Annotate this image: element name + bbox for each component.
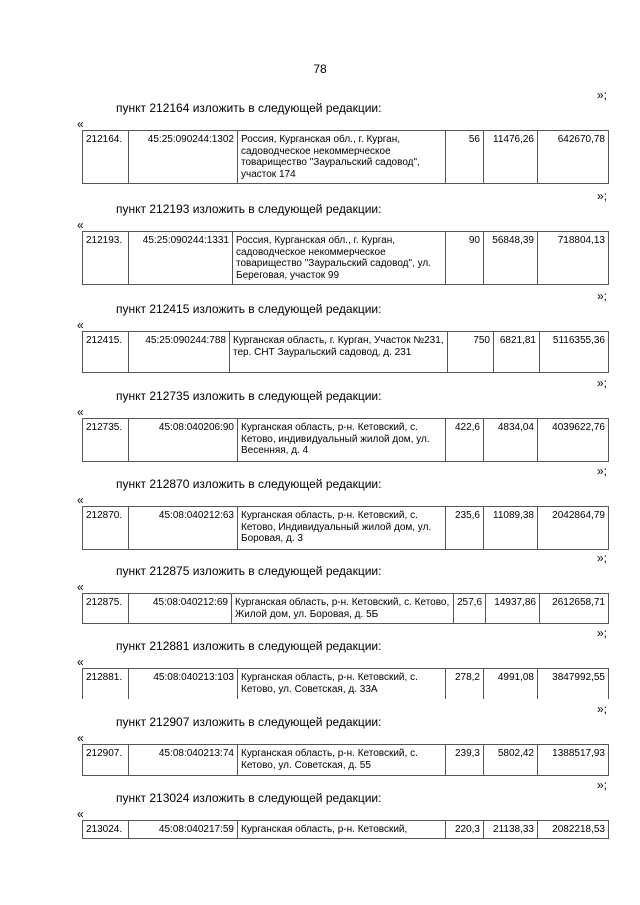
table-row: [83, 332, 609, 373]
cadastral-value: 1388517,93: [538, 745, 609, 776]
address: Курганская область, г. Курган, Участок №231, тер. СНТ Зауральский садовод, д. 231: [230, 332, 448, 373]
unit-value: 14937,86: [486, 594, 540, 624]
item-number: 212907.: [83, 745, 129, 776]
table-row: [83, 419, 609, 462]
closing-quote: »;: [596, 376, 607, 390]
area: 257,6: [454, 594, 486, 624]
unit-value: 11476,26: [484, 131, 538, 184]
closing-quote: »;: [596, 464, 607, 478]
cadastral-number: 45:08:040212:69: [129, 594, 232, 624]
cadastral-value: 2042864,79: [538, 507, 609, 550]
unit-value: 56848,39: [484, 232, 538, 285]
address: Курганская область, р-н. Кетовский, с. Кетово, Жилой дом, ул. Боровая, д. 5Б: [232, 594, 454, 624]
cadastral-value: 718804,13: [538, 232, 609, 285]
item-number: 212870.: [83, 507, 129, 550]
item-number: 212164.: [83, 131, 129, 184]
cadastral-number: 45:08:040213:74: [129, 745, 238, 776]
opening-quote: «: [77, 580, 84, 594]
entry-table: [82, 418, 609, 462]
cadastral-value: 2082218,53: [538, 821, 609, 839]
area: 56: [446, 131, 484, 184]
entry-table: [82, 506, 609, 550]
table-row: [83, 131, 609, 184]
entry-table: [82, 820, 609, 839]
address: Курганская область, р-н. Кетовский, с. Кетово, ул. Советская, д. 55: [238, 745, 446, 776]
unit-value: 4991,08: [484, 669, 538, 699]
entry-table: [82, 668, 609, 699]
opening-quote: «: [77, 318, 84, 332]
page-number: 78: [313, 62, 327, 76]
address: Курганская область, р-н. Кетовский,: [238, 821, 446, 839]
unit-value: 4834,04: [484, 419, 538, 462]
area: 239,3: [446, 745, 484, 776]
opening-quote: «: [77, 405, 84, 419]
cadastral-value: 4039622,76: [538, 419, 609, 462]
cadastral-number: 45:25:090244:788: [129, 332, 230, 373]
entry-table: [82, 593, 609, 624]
item-number: 213024.: [83, 821, 129, 839]
unit-value: 11089,38: [484, 507, 538, 550]
closing-quote: »;: [596, 551, 607, 565]
cadastral-value: 3847992,55: [538, 669, 609, 699]
item-number: 212881.: [83, 669, 129, 699]
opening-quote: «: [77, 218, 84, 232]
table-row: [83, 821, 609, 839]
address: Курганская область, р-н. Кетовский, с. Кетово, ул. Советская, д. 33А: [238, 669, 446, 699]
entry-table: [82, 744, 609, 776]
closing-quote: »;: [596, 702, 607, 716]
area: 422,6: [446, 419, 484, 462]
amendment-instruction: пункт 212164 изложить в следующей редакции:: [116, 101, 382, 115]
cadastral-value: 2612658,71: [540, 594, 609, 624]
unit-value: 6821,81: [494, 332, 540, 373]
amendment-instruction: пункт 212415 изложить в следующей редакции:: [116, 302, 382, 316]
closing-quote: »;: [596, 626, 607, 640]
item-number: 212875.: [83, 594, 129, 624]
address: Россия, Курганская обл., г. Курган, садоводческое некоммерческое товарищество "Зауральский садовод", ул. Береговая, участок 99: [233, 232, 446, 285]
address: Курганская область, р-н. Кетовский, с. Кетово, Индивидуальный жилой дом, ул. Боровая, д. 3: [238, 507, 446, 550]
entry-table: [82, 331, 609, 373]
opening-quote: «: [77, 731, 84, 745]
cadastral-number: 45:25:090244:1302: [129, 131, 238, 184]
closing-quote: »;: [596, 189, 607, 203]
entry-table: [82, 130, 609, 184]
cadastral-number: 45:08:040212:63: [129, 507, 238, 550]
cadastral-number: 45:25:090244:1331: [129, 232, 233, 285]
amendment-instruction: пункт 212193 изложить в следующей редакции:: [116, 202, 382, 216]
area: 278,2: [446, 669, 484, 699]
item-number: 212415.: [83, 332, 129, 373]
table-row: [83, 594, 609, 624]
address: Курганская область, р-н. Кетовский, с. Кетово, индивидуальный жилой дом, ул. Весенняя, д. 4: [238, 419, 446, 462]
table-row: [83, 507, 609, 550]
area: 235,6: [446, 507, 484, 550]
opening-quote: «: [77, 493, 84, 507]
area: 90: [446, 232, 484, 285]
address: Россия, Курганская обл., г. Курган, садоводческое некоммерческое товарищество "Зауральский садовод", участок 174: [238, 131, 446, 184]
table-row: [83, 669, 609, 699]
cadastral-number: 45:08:040206:90: [129, 419, 238, 462]
opening-quote: «: [77, 117, 84, 131]
table-row: [83, 745, 609, 776]
amendment-instruction: пункт 212881 изложить в следующей редакции:: [116, 639, 382, 653]
amendment-instruction: пункт 213024 изложить в следующей редакции:: [116, 791, 382, 805]
amendment-instruction: пункт 212870 изложить в следующей редакции:: [116, 477, 382, 491]
cadastral-number: 45:08:040213:103: [129, 669, 238, 699]
area: 220,3: [446, 821, 484, 839]
opening-quote: «: [77, 807, 84, 821]
amendment-instruction: пункт 212735 изложить в следующей редакции:: [116, 389, 382, 403]
closing-quote: »;: [596, 778, 607, 792]
table-row: [83, 232, 609, 285]
unit-value: 5802,42: [484, 745, 538, 776]
opening-quote: «: [77, 655, 84, 669]
unit-value: 21138,33: [484, 821, 538, 839]
entry-table: [82, 231, 609, 285]
closing-quote: »;: [596, 289, 607, 303]
cadastral-number: 45:08:040217:59: [129, 821, 238, 839]
area: 750: [448, 332, 494, 373]
cadastral-value: 642670,78: [538, 131, 609, 184]
amendment-instruction: пункт 212907 изложить в следующей редакции:: [116, 715, 382, 729]
item-number: 212735.: [83, 419, 129, 462]
closing-quote: »;: [596, 88, 607, 102]
cadastral-value: 5116355,36: [540, 332, 609, 373]
item-number: 212193.: [83, 232, 129, 285]
amendment-instruction: пункт 212875 изложить в следующей редакции:: [116, 564, 382, 578]
